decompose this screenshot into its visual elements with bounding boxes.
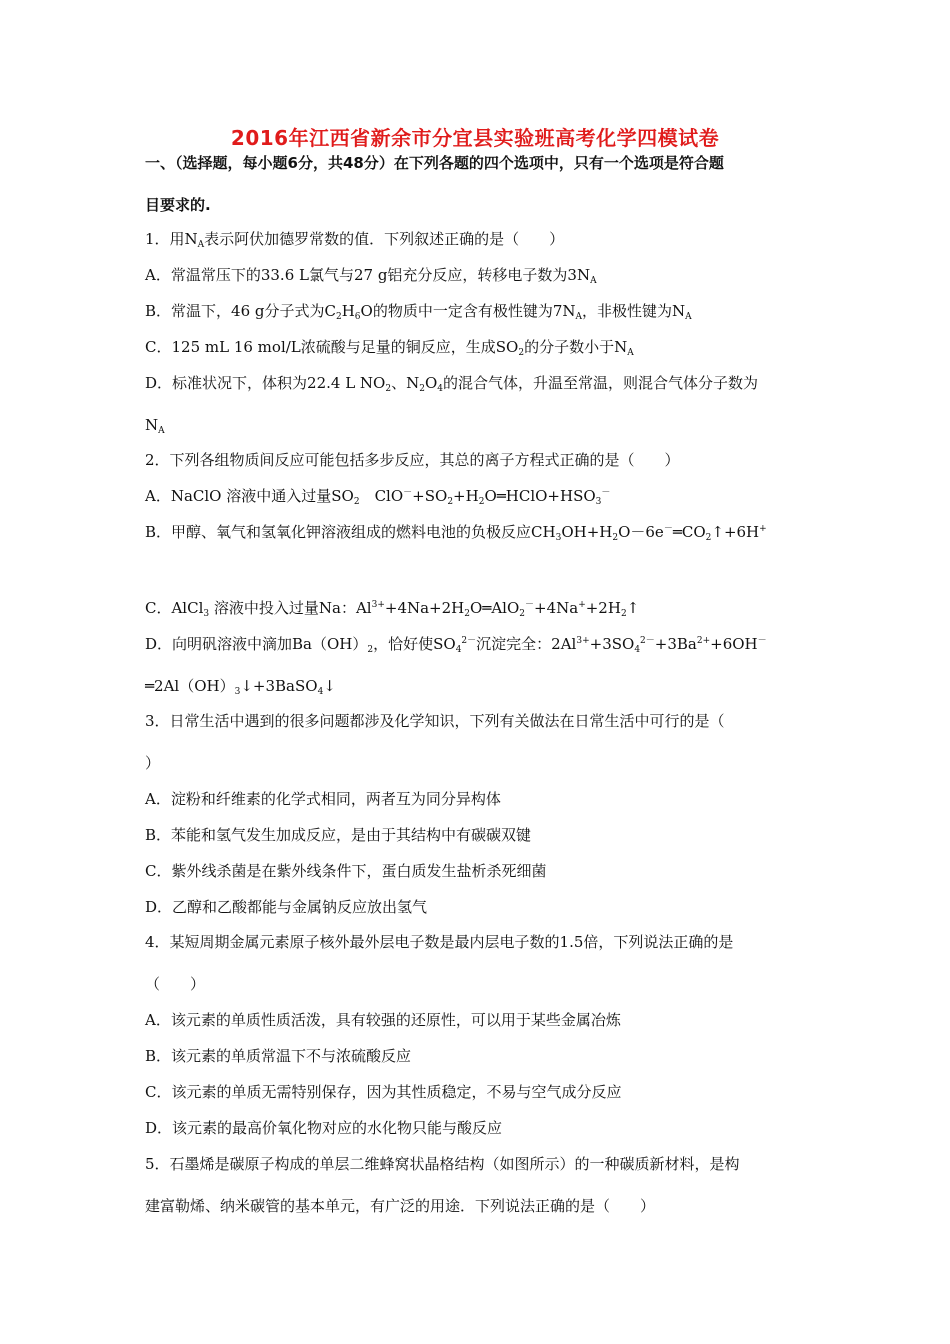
q3-option-d: D．乙醇和乙酸都能与金属钠反应放出氢气: [145, 898, 428, 916]
q3-option-c: C．紫外线杀菌是在紫外线条件下，蛋白质发生盐析杀死细菌: [145, 862, 547, 880]
q5-stem: 5．石墨烯是碳原子构成的单层二维蜂窝状晶格结构（如图所示）的一种碳质新材料，是构: [145, 1155, 740, 1173]
document-title: 2016年江西省新余市分宜县实验班高考化学四模试卷: [230, 126, 720, 150]
q3-stem-cont: ）: [145, 754, 161, 772]
q1-option-d: D．标准状况下，体积为22.4 L $NO_2$、$N_2O_4$的混合气体，升温至常温，则混合气体分子数为: [145, 374, 759, 394]
q1-option-c: C．125 mL 16 mol/L浓硫酸与足量的铜反应，生成$SO_2$的分子数小于$N_A$: [145, 338, 634, 358]
q2-option-d-cont: $═2Al(OH)_3↓+3BaSO_4↓$: [145, 677, 336, 697]
q3-stem: 3．日常生活中遇到的很多问题都涉及化学知识，下列有关做法在日常生活中可行的是（: [145, 712, 725, 730]
q2-option-b: B．甲醇、氧气和氢氧化钾溶液组成的燃料电池的负极反应$CH_3OH+H_2O-6e^-═CO_2↑+6H^+$: [145, 523, 767, 543]
q4-stem-cont: （ ）: [145, 975, 206, 993]
section-heading-line1: 一、（选择题，每小题6分，共48分）在下列各题的四个选项中，只有一个选项是符合题: [145, 154, 724, 172]
q3-option-a: A．淀粉和纤维素的化学式相同，两者互为同分异构体: [145, 790, 501, 808]
q2-option-d: D．向明矾溶液中滴加$Ba(OH)_2$，恰好使$SO_4^{2-}$沉淀完全：$2Al^{3+}+3SO_4^{2-}+3Ba^{2+}+6OH^-$: [145, 635, 767, 655]
q4-stem: 4．某短周期金属元素原子核外最外层电子数是最内层电子数的1.5倍，下列说法正确的是: [145, 933, 734, 951]
q3-option-b: B．苯能和氢气发生加成反应，是由于其结构中有碳碳双键: [145, 826, 532, 844]
q2-option-c: C．AlCl$_3$ 溶液中投入过量Na：$Al^{3+}+4Na+2H_2O═AlO_2^-+4Na^++2H_2↑$: [145, 599, 640, 619]
q4-option-c: C．该元素的单质无需特别保存，因为其性质稳定，不易与空气成分反应: [145, 1083, 622, 1101]
q2-option-a: A．NaClO 溶液中通入过量$SO_2$ $ClO^-+SO_2+H_2O═HClO+HSO_3^-$: [145, 487, 611, 507]
q1-option-a: A．常温常压下的33.6 L氯气与27 g铝充分反应，转移电子数为$3N_A$: [145, 266, 597, 286]
q4-option-d: D．该元素的最高价氧化物对应的水化物只能与酸反应: [145, 1119, 503, 1137]
q2-stem: 2．下列各组物质间反应可能包括多步反应，其总的离子方程式正确的是（ ）: [145, 451, 680, 469]
q5-stem-cont: 建富勒烯、纳米碳管的基本单元，有广泛的用途．下列说法正确的是（ ）: [145, 1197, 656, 1215]
q1-stem: 1．用$N_A$表示阿伏加德罗常数的值．下列叙述正确的是（ ）: [145, 230, 565, 250]
q1-option-d-cont: $N_A$: [145, 416, 165, 436]
q1-option-b: B．常温下，46 g分子式为$C_2H_6O$的物质中一定含有极性键为$7N_A$，非极性键为$N_A$: [145, 302, 692, 322]
q4-option-b: B．该元素的单质常温下不与浓硫酸反应: [145, 1047, 412, 1065]
q4-option-a: A．该元素的单质性质活泼，具有较强的还原性，可以用于某些金属冶炼: [145, 1011, 621, 1029]
section-heading-line2: 目要求的.: [145, 196, 211, 214]
